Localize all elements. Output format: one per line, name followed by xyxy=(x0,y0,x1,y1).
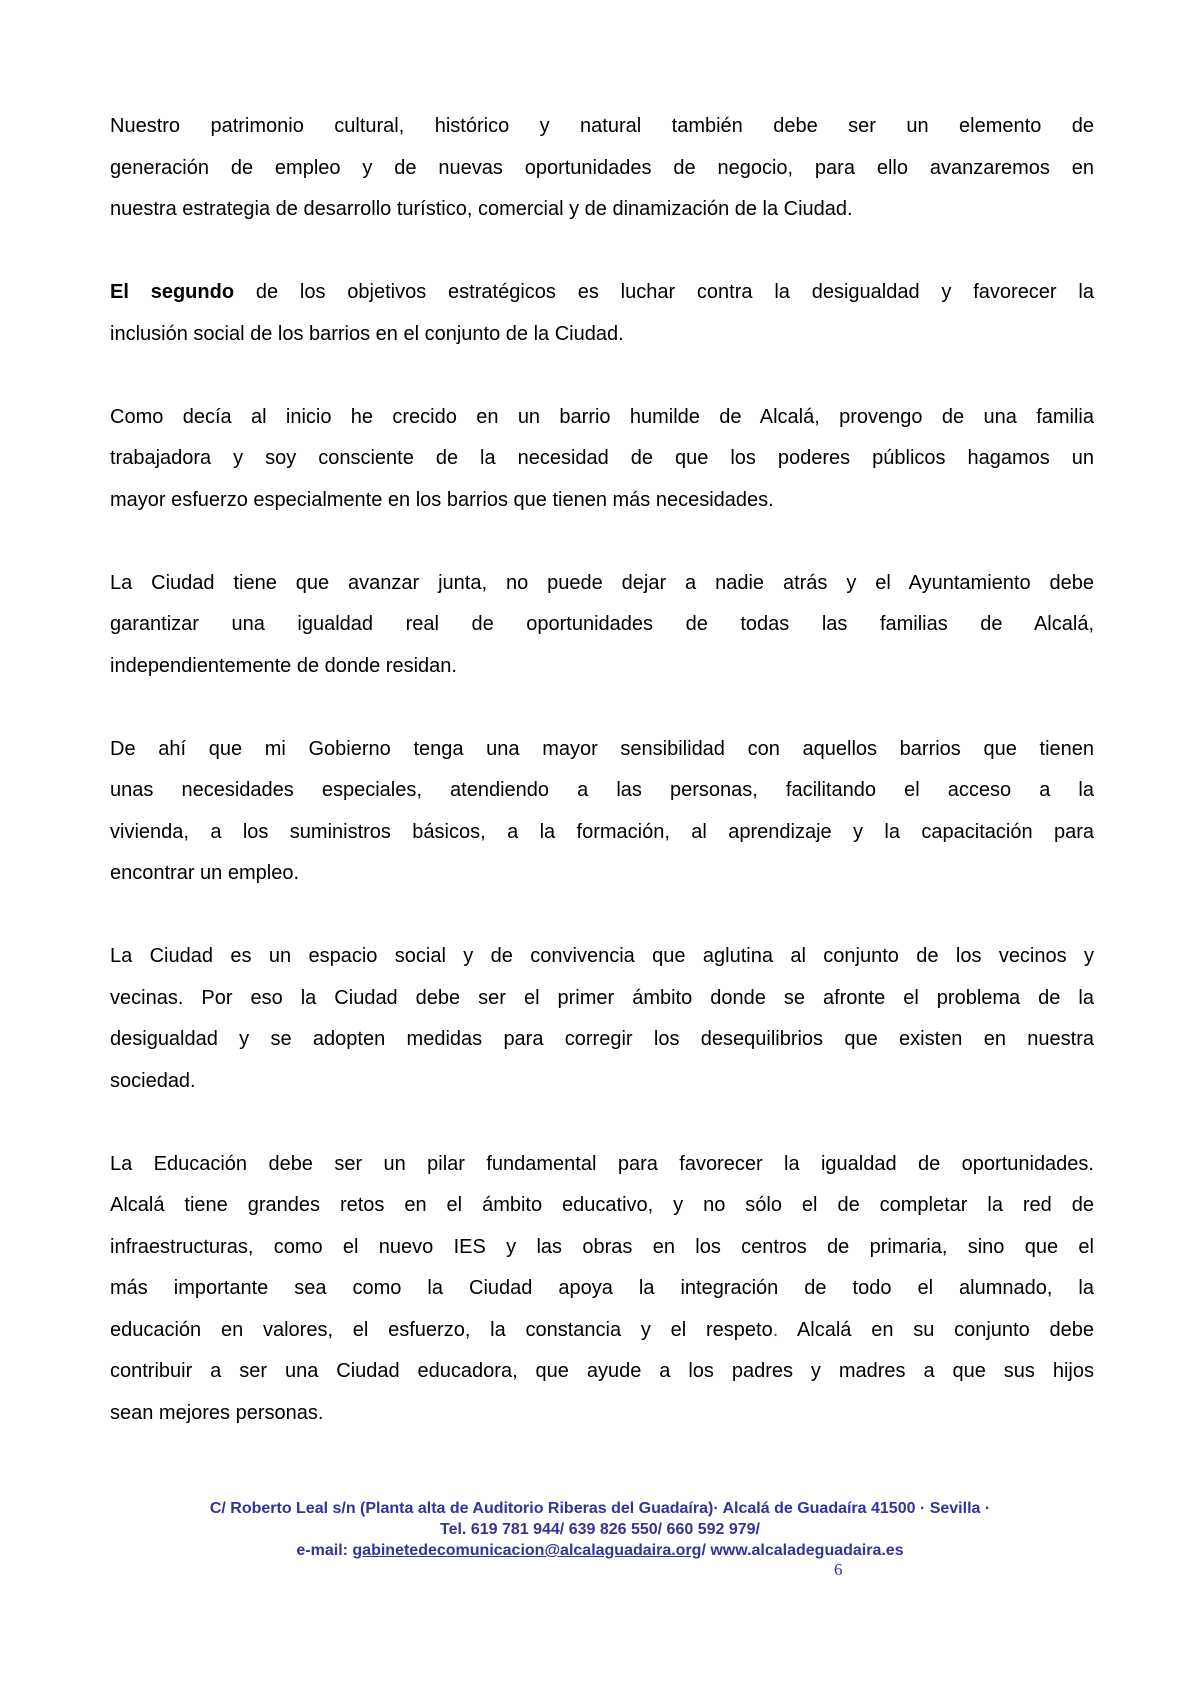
text-line xyxy=(110,936,1094,978)
text-line xyxy=(110,563,1094,605)
paragraph xyxy=(110,272,1094,355)
page-footer xyxy=(0,1498,1200,1561)
footer-phone: Tel. 619 781 944/ 639 826 550/ 660 592 979/ xyxy=(440,1521,760,1538)
text-line xyxy=(110,397,1094,439)
text-segment: mayor esfuerzo especialmente en los barrios que tienen más necesidades. xyxy=(110,488,774,511)
text-segment: sean mejores personas. xyxy=(110,1401,324,1424)
text-segment: trabajadora y soy consciente de la necesidad de que los poderes públicos hagamos un xyxy=(110,447,1094,469)
text-segment: vecinas. Por eso la Ciudad debe ser el primer ámbito donde se afronte el problema de la xyxy=(110,986,1094,1009)
paragraph xyxy=(110,936,1094,1102)
text-segment: De ahí que mi Gobierno tenga una mayor sensibilidad con aquellos barrios que tienen xyxy=(110,737,1094,760)
text-line xyxy=(110,1227,1094,1269)
text-segment: contribuir a ser una Ciudad educadora, que ayude a los padres y madres a que sus hijos xyxy=(110,1360,1094,1382)
text-segment: garantizar una igualdad real de oportunidades de todas las familias de Alcalá, xyxy=(110,613,1094,635)
text-line xyxy=(110,978,1094,1020)
text-segment: encontrar un empleo. xyxy=(110,862,300,884)
footer-email-link[interactable]: gabinetedecomunicacion@alcalaguadaira.org xyxy=(352,1542,702,1559)
footer-address: C/ Roberto Leal s/n (Planta alta de Auditorio Riberas del Guadaíra)· Alcalá de Guadaíra 41500 · Sevilla · xyxy=(209,1500,991,1517)
paragraph xyxy=(110,106,1094,231)
text-line xyxy=(110,812,1094,854)
text-line xyxy=(110,1185,1094,1227)
text-line xyxy=(110,480,1094,522)
text-line xyxy=(110,189,1094,231)
text-line xyxy=(110,1019,1094,1061)
text-line xyxy=(110,1268,1094,1310)
text-line xyxy=(110,1310,1094,1352)
text-line xyxy=(110,314,1094,356)
document-body xyxy=(110,106,1094,1476)
paragraph xyxy=(110,729,1094,895)
text-line xyxy=(110,106,1094,148)
text-line xyxy=(110,729,1094,771)
text-segment: educación en valores, el esfuerzo, la constancia y el respeto xyxy=(110,1318,773,1341)
text-segment: Alcalá en su conjunto debe xyxy=(778,1318,1094,1341)
text-segment: generación de empleo y de nuevas oportunidades de negocio, para ello avanzaremos en xyxy=(110,156,1094,179)
text-line xyxy=(110,1393,1094,1435)
text-segment: La Ciudad es un espacio social y de convivencia que aglutina al conjunto de los vecinos y xyxy=(110,945,1094,967)
text-segment: Como decía al inicio he crecido en un barrio humilde de Alcalá, provengo de una familia xyxy=(110,405,1094,428)
text-segment: nuestra estrategia de desarrollo turístico, comercial y de dinamización de la Ciudad. xyxy=(110,198,853,220)
text-segment: Nuestro patrimonio cultural, histórico y natural también debe ser un elemento de xyxy=(110,115,1094,137)
paragraph xyxy=(110,397,1094,522)
text-segment: inclusión social de los barrios en el conjunto de la Ciudad. xyxy=(110,322,624,345)
text-line xyxy=(110,272,1094,314)
text-segment: La Educación debe ser un pilar fundamental para favorecer la igualdad de oportunidades. xyxy=(110,1152,1094,1175)
bold-lead-text: El segundo xyxy=(110,281,235,303)
text-line xyxy=(110,853,1094,895)
text-segment: sociedad. xyxy=(110,1069,196,1092)
text-line xyxy=(110,148,1094,190)
paragraph xyxy=(110,563,1094,688)
text-segment: independientemente de donde residan. xyxy=(110,654,457,677)
text-line xyxy=(110,1351,1094,1393)
text-line xyxy=(110,1144,1094,1186)
text-segment: La Ciudad tiene que avanzar junta, no puede dejar a nadie atrás y el Ayuntamiento debe xyxy=(110,571,1094,594)
footer-contact xyxy=(0,1540,1200,1561)
text-line xyxy=(110,770,1094,812)
text-segment: unas necesidades especiales, atendiendo a las personas, facilitando el acceso a la xyxy=(110,779,1094,801)
page-number: 6 xyxy=(834,1560,843,1579)
text-line xyxy=(110,1061,1094,1103)
paragraph xyxy=(110,1144,1094,1435)
text-segment: desigualdad y se adopten medidas para corregir los desequilibrios que existen en nuestra xyxy=(110,1028,1094,1050)
text-line xyxy=(110,604,1094,646)
footer-email-label: e-mail: xyxy=(296,1542,353,1559)
red-period: . xyxy=(772,1318,779,1341)
text-segment: vivienda, a los suministros básicos, a la formación, al aprendizaje y la capacitación para xyxy=(110,820,1094,843)
text-line xyxy=(110,646,1094,688)
text-segment: de los objetivos estratégicos es luchar contra la desigualdad y favorecer la xyxy=(234,281,1094,303)
text-line xyxy=(110,438,1094,480)
text-segment: Alcalá tiene grandes retos en el ámbito educativo, y no sólo el de completar la red de xyxy=(110,1194,1094,1216)
text-segment: infraestructuras, como el nuevo IES y las obras en los centros de primaria, sino que el xyxy=(110,1235,1094,1258)
text-segment: más importante sea como la Ciudad apoya la integración de todo el alumnado, la xyxy=(110,1277,1094,1299)
footer-website: / www.alcaladeguadaira.es xyxy=(701,1542,904,1559)
